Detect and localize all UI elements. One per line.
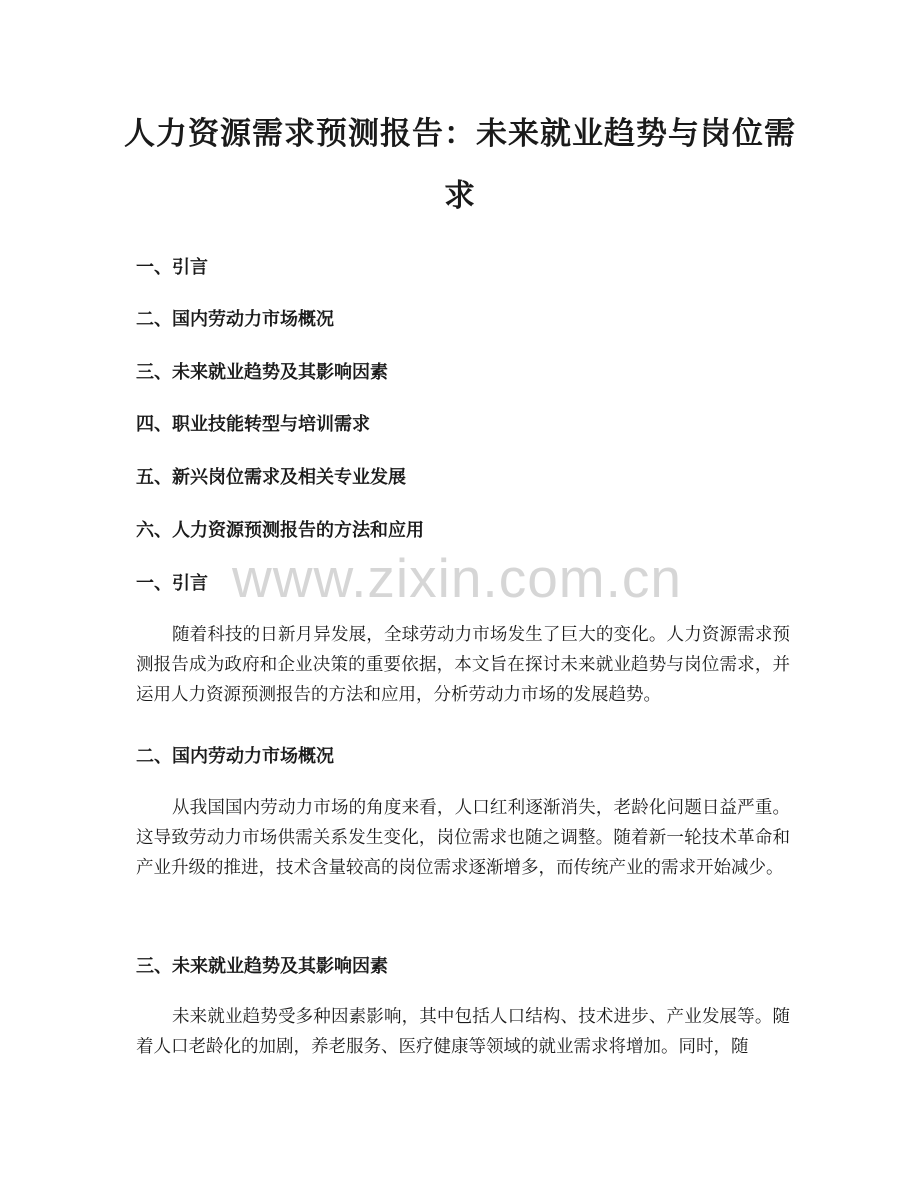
toc-item-6: 六、人力资源预测报告的方法和应用 bbox=[136, 520, 424, 541]
toc-item-2: 二、国内劳动力市场概况 bbox=[136, 309, 334, 330]
section-body-3: 未来就业趋势受多种因素影响，其中包括人口结构、技术进步、产业发展等。随着人口老龄化的加剧，养老服务、医疗健康等领域的就业需求将增加。同时，随 bbox=[136, 1007, 790, 1057]
watermark: www.zixin.com.cn bbox=[232, 547, 682, 609]
section-body-1: 随着科技的日新月异发展，全球劳动力市场发生了巨大的变化。人力资源需求预测报告成为政府和企业决策的重要依据，本文旨在探讨未来就业趋势与岗位需求，并运用人力资源预测报告的方法和应用，分析劳动力市场的发展趋势。 bbox=[136, 625, 790, 705]
toc-item-4: 四、职业技能转型与培训需求 bbox=[136, 414, 370, 435]
section-heading-2: 二、国内劳动力市场概况 bbox=[136, 746, 334, 767]
toc-item-5: 五、新兴岗位需求及相关专业发展 bbox=[136, 467, 406, 488]
section-heading-1: 一、引言 bbox=[136, 573, 208, 594]
section-body-2: 从我国国内劳动力市场的角度来看，人口红利逐渐消失，老龄化问题日益严重。这导致劳动力市场供需关系发生变化，岗位需求也随之调整。随着新一轮技术革命和产业升级的推进，技术含量较高的岗位需求逐渐增多，而传统产业的需求开始减少。 bbox=[136, 798, 790, 878]
section-heading-3: 三、未来就业趋势及其影响因素 bbox=[136, 956, 388, 977]
document-title: 人力资源需求预测报告：未来就业趋势与岗位需求 bbox=[124, 116, 796, 214]
toc-item-1: 一、引言 bbox=[136, 257, 208, 278]
toc-item-3: 三、未来就业趋势及其影响因素 bbox=[136, 362, 388, 383]
